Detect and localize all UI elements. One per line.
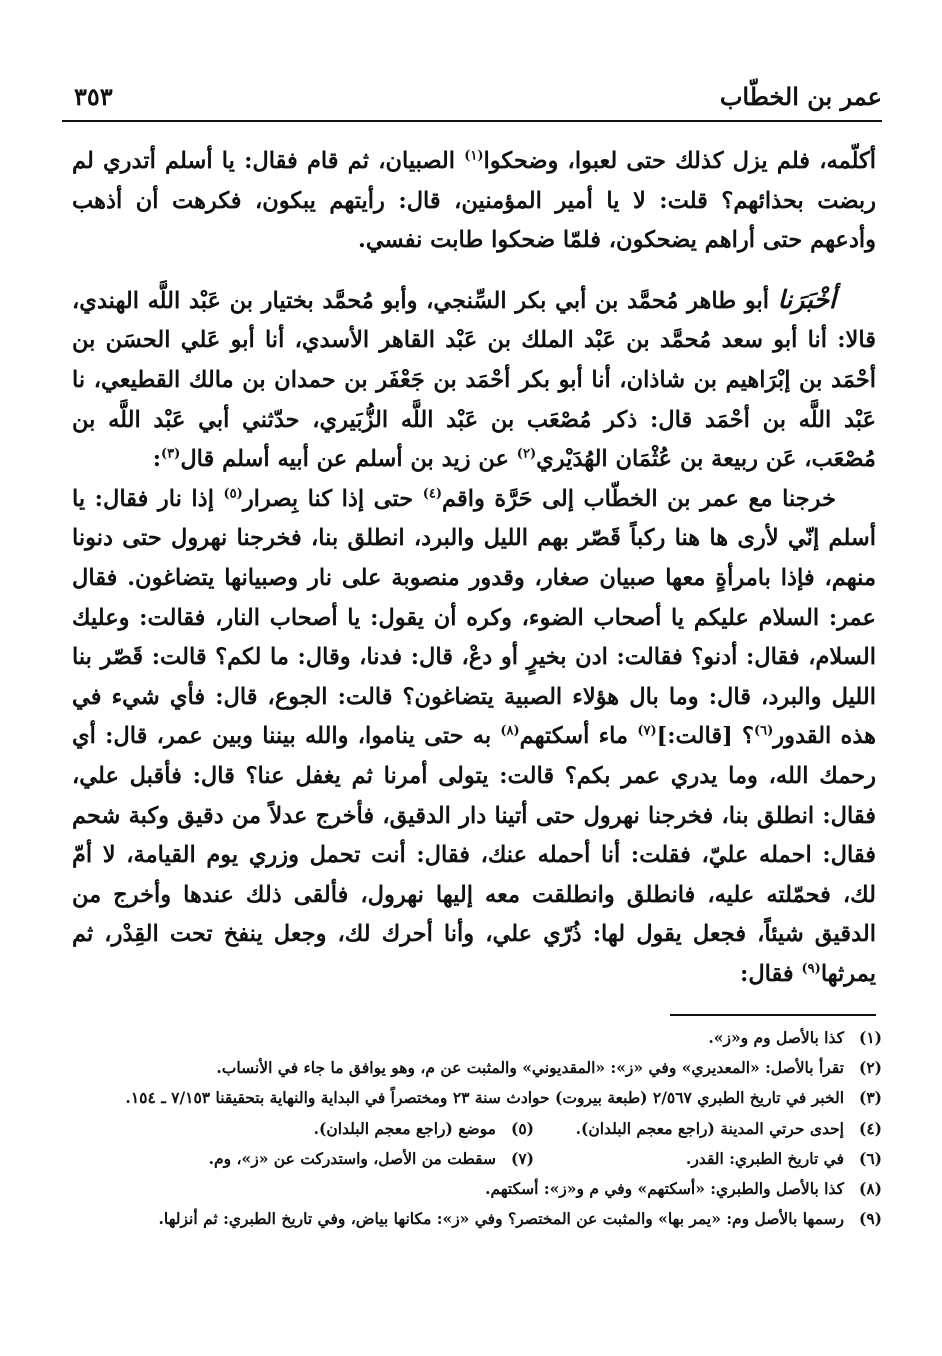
footnote-rule	[670, 1014, 876, 1016]
footnote-ref-1: (١)	[464, 148, 484, 164]
footnote-6: (٦) في تاريخ الطبري: القدر.	[685, 1148, 882, 1168]
footnote-ref-6: (٦)	[753, 723, 774, 739]
isnad-lead-word: أخْبَرَنا	[777, 284, 836, 314]
page-header	[62, 78, 882, 114]
footnote-9: (٩) رسمها بالأصل وم: «يمر بها» والمثبت عن المختصر؟ وفي «ز»: مكانها بياض، وفي تاريخ الطبري: ثم أنزلها.	[158, 1209, 882, 1229]
footnote-8: (٨) كذا بالأصل والطبري: «أسكتهم» وفي م و«ز»: أسكتهم.	[485, 1179, 882, 1199]
footnote-ref-2: (٢)	[516, 446, 537, 462]
footnote-ref-3: (٣)	[161, 446, 181, 462]
footnote-ref-4: (٤)	[422, 486, 442, 502]
footnote-5: (٥) موضع (راجع معجم البلدان).	[313, 1118, 534, 1138]
footnote-ref-5: (٥)	[223, 486, 243, 502]
footnote-3: (٣) الخبر في تاريخ الطبري ٢/٥٦٧ (طبعة بيروت) حوادث سنة ٢٣ ومختصراً في البداية والنهاية بتحقيقنا ٧/١٥٣ ـ ١٥٤.	[125, 1088, 882, 1108]
footnote-ref-7: (٧)	[637, 723, 657, 739]
paragraph-2: أخْبَرَنا أبو طاهر مُحمَّد بن أبي بكر السِّنجي، وأبو مُحمَّد بختيار بن عَبْد اللَّه الهندي، قالا: أنا أبو سعد مُحمَّد بن عَبْد الملك بن عَبْد القاهر الأسدي، أنا أبو عَلي الحسَن بن أحْمَد بن إبْرَاهيم بن شاذان، أنا أبو بكر أحْمَد بن جَعْفَر بن حمدان بن مالك القطيعي، نا عَبْد اللَّه بن أحْمَد قال: ذكر مُصْعَب بن عَبْد اللَّه الزُّبَيري، حدّثني أبي عَبْد اللَّه بن مُصْعَب، عَن ربيعة بن عُثْمَان الهُدَيْري$^{(٢)}$ عن زيد بن أسلم عن أبيه أسلم قال$^{(٣)}$:	[72, 284, 876, 473]
footnotes	[84, 1023, 882, 1234]
paragraph-1: أكلّمه، فلم يزل كذلك حتى لعبوا، وضحكوا$^{(١)}$ الصبيان، ثم قام فقال: يا أسلم أتدري لم ربضت بحذائهم؟ قلت: لا يا أمير المؤمنين، قال: رأيتهم يبكون، فكرهت أن أذهب وأدعهم حتى أراهم يضحكون، فلمّا ضحكوا طابت نفسي.	[72, 148, 876, 254]
footnote-ref-9: (٩)	[801, 961, 821, 977]
main-text	[72, 142, 876, 994]
footnote-row-6-7	[84, 1144, 882, 1174]
paragraph-3: خرجنا مع عمر بن الخطّاب إلى حَرَّة واقم$^{(٤)}$ حتى إذا كنا بِصرار$^{(٥)}$ إذا نار فقال: يا أسلم إنّي لأرى ها هنا ركباً قَصّر بهم الليل والبرد، انطلق بنا، فخرجنا نهرول حتى دنونا منهم، فإذا بامرأةٍ معها صبيان صغار، وقدور منصوبة على نار وصبيانها يتضاغون. فقال عمر: السلام عليكم يا أصحاب الضوء، وكره أن يقول: يا أصحاب النار، فقالت: وعليك السلام، فقال: أدنو؟ فقالت: ادن بخيرٍ أو دعْ، قال: فدنا، وقال: ما لكم؟ قالت: قَصّر بنا الليل والبرد، قال: وما بال هؤلاء الصبية يتضاغون؟ قالت: الجوع، قال: فأي شيء في هذه القدور$^{(٦)}$؟ [قالت:]$^{(٧)}$ ماء أسكتهم$^{(٨)}$ به حتى يناموا، والله بيننا وبين عمر، قال: أي رحمك الله، وما يدري عمر بكم؟ قالت: يتولى أمرنا ثم يغفل عنا؟ قال: فأقبل علي، فقال: انطلق بنا، فخرجنا نهرول حتى أتينا دار الدقيق، فأخرج عدلاً من دقيق وكبة شحم فقال: احمله عليّ، فقلت: أنا أحمله عنك، فقال: أنت تحمل وزري يوم القيامة، لا أمّ لك، فحمّلته عليه، فانطلق وانطلقت معه إليها نهرول، فألقى ذلك عندها وأخرج من الدقيق شيئاً، فجعل يقول لها: ذُرّي علي، وأنا أحرك لك، وجعل ينفخ تحت القِدْر، ثم يمرثها$^{(٩)}$ فقال:	[72, 485, 877, 987]
page-number: ٣٥٣	[74, 82, 113, 111]
footnote-row-4-5	[84, 1114, 882, 1144]
footnote-4: (٤) إحدى حرتي المدينة (راجع معجم البلدان).	[575, 1118, 882, 1138]
header-rule	[62, 120, 882, 122]
footnote-1: (١) كذا بالأصل وم و«ز».	[708, 1028, 882, 1047]
running-title: عمر بن الخطّاب	[719, 82, 882, 111]
footnote-7: (٧) سقطت من الأصل، واستدركت عن «ز»، وم.	[208, 1148, 534, 1168]
footnote-ref-8: (٨)	[500, 723, 520, 739]
footnote-2: (٢) تقرأ بالأصل: «المعديري» وفي «ز»: «المقديوني» والمثبت عن م، وهو يوافق ما جاء في الأنساب.	[216, 1058, 882, 1078]
